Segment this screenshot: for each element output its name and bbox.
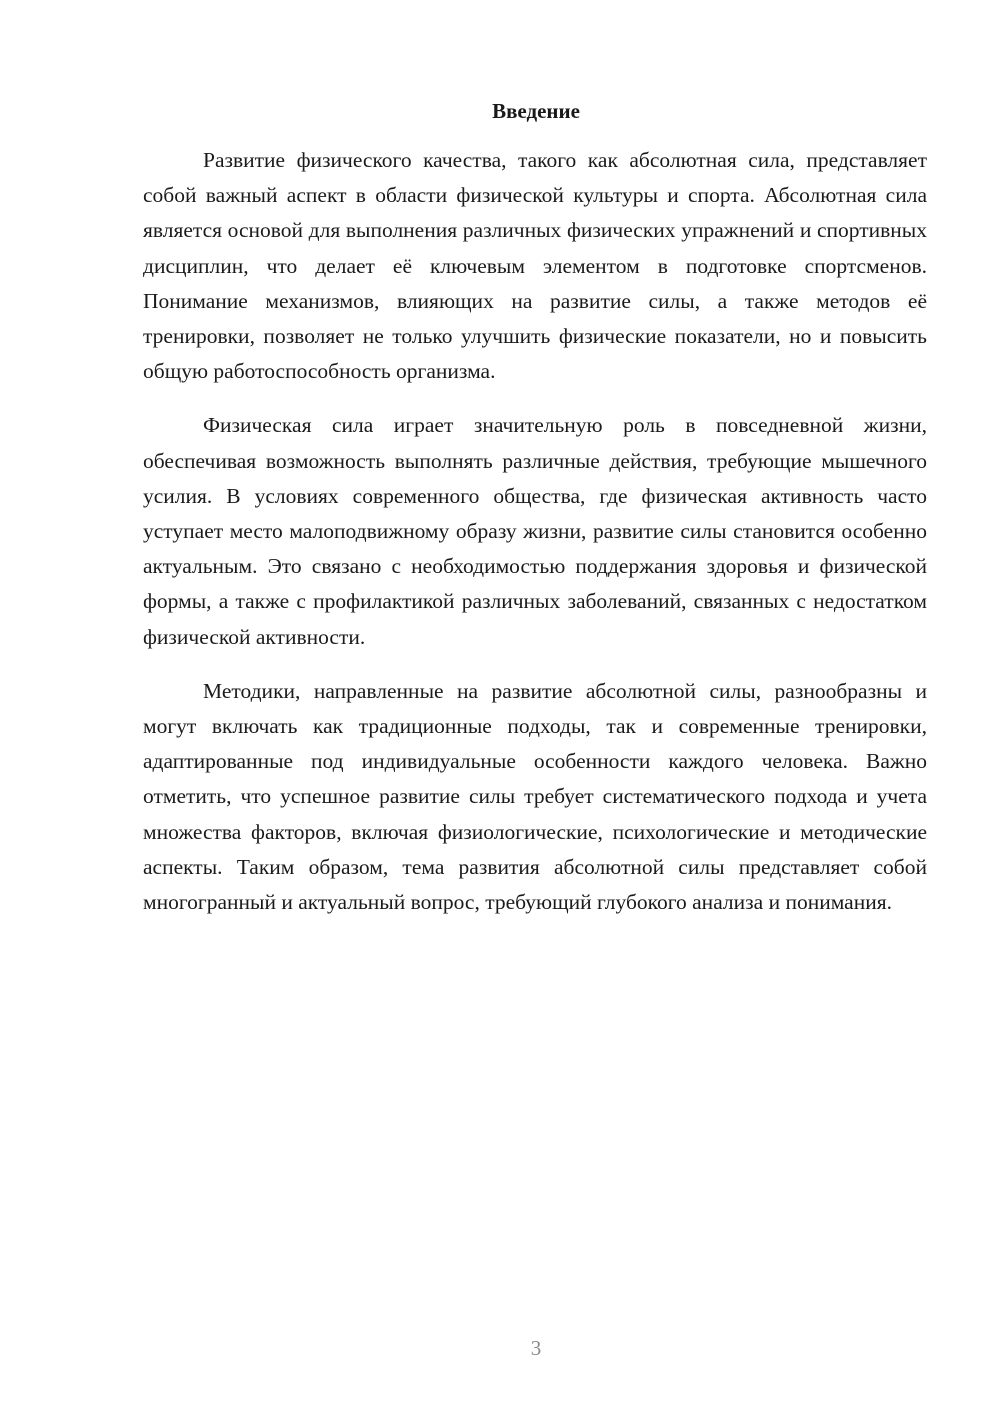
section-title: Введение <box>492 99 580 123</box>
paragraph-2: Физическая сила играет значительную роль в повседневной жизни, обеспечивая возможность выполнять различные действия, требующие мышечного усилия. В условиях современного общества, где физическая активность часто уступает место малоподвижному образу жизни, развитие силы становится особенно актуальным. Это связано с необходимостью поддержания здоровья и физической формы, а также с профилактикой различных заболеваний, связанных с недостатком физической активности. <box>143 413 927 649</box>
document-body <box>143 143 927 939</box>
paragraph-3: Методики, направленные на развитие абсолютной силы, разнообразны и могут включать как традиционные подходы, так и современные тренировки, адаптированные под индивидуальные особенности каждого человека. Важно отметить, что успешное развитие силы требует систематического подхода и учета множества факторов, включая физиологические, психологические и методические аспекты. Таким образом, тема развития абсолютной силы представляет собой многогранный и актуальный вопрос, требующий глубокого анализа и понимания. <box>143 678 927 915</box>
paragraph-1: Развитие физического качества, такого как абсолютная сила, представляет собой важный аспект в области физической культуры и спорта. Абсолютная сила является основой для выполнения различных физических упражнений и спортивных дисциплин, что делает её ключевым элементом в подготовке спортсменов. Понимание механизмов, влияющих на развитие силы, а также методов её тренировки, позволяет не только улучшить физические показатели, но и повысить общую работоспособность организма. <box>143 148 927 384</box>
page-number: 3 <box>530 1336 542 1360</box>
